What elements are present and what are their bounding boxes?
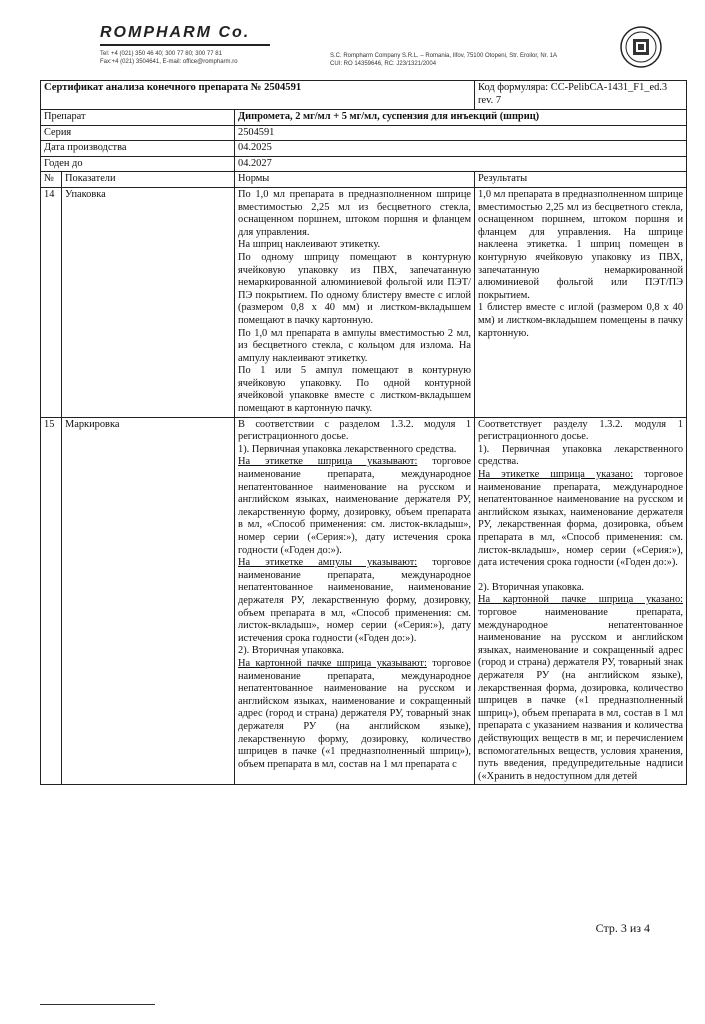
info-label: Препарат bbox=[41, 110, 235, 126]
certificate-table bbox=[40, 80, 687, 785]
company-logo: ROMPHARM Co. bbox=[100, 24, 251, 41]
company-line: S.C. Rompharm Company S.R.L. – Romania, Ilfov, 75100 Otopeni, Str. Eroilor, Nr. 1A bbox=[330, 53, 557, 59]
info-label: Дата производства bbox=[41, 141, 235, 157]
certificate-header-row bbox=[41, 81, 687, 110]
info-value: 2504591 bbox=[235, 125, 687, 141]
result-paragraph: 1 блистер вместе с иглой (размером 0,8 х 40 мм) и листком-вкладышем помещены в пачку картонную. bbox=[478, 302, 684, 339]
norm-ampoule-text: торговое наименование препарата, международное непатентованное наименование, наименование держателя РУ, лекарственную форму, дозировку, объем препарата в мл, «Способ применения: см. листок-вкладыш», номер серии («Серия:»), дату истечения срока годности («Годен до:»). bbox=[238, 557, 472, 644]
info-label: Серия bbox=[41, 125, 235, 141]
contact-info bbox=[100, 50, 238, 66]
footnote-divider bbox=[40, 1004, 155, 1005]
row-results bbox=[475, 417, 687, 785]
norm-secondary: 2). Вторичная упаковка. bbox=[238, 645, 345, 657]
logo-underline bbox=[100, 44, 270, 46]
result-box bbox=[478, 594, 683, 783]
info-row bbox=[41, 156, 687, 172]
form-code: Код формуляра: CC-PelibCA-1431_F1_ed.3 rev. 7 bbox=[475, 81, 687, 110]
row-indicator: Упаковка bbox=[62, 187, 235, 417]
norm-box-label: На картонной пачке шприца указывают: bbox=[238, 657, 427, 669]
page-number: Стр. 3 из 4 bbox=[595, 921, 650, 935]
info-row bbox=[41, 141, 687, 157]
norm-syringe bbox=[238, 456, 471, 557]
column-header-indicator: Показатели bbox=[62, 172, 235, 188]
row-number: 15 bbox=[41, 417, 62, 785]
info-value: Дипромета, 2 мг/мл + 5 мг/мл, суспензия для инъекций (шприц) bbox=[235, 110, 687, 126]
info-value: 04.2025 bbox=[235, 141, 687, 157]
letterhead bbox=[0, 0, 705, 80]
certification-seal-icon bbox=[620, 26, 662, 68]
norm-paragraph: По одному шприцу помещают в контурную ячейковую упаковку из ПВХ, запечатанную немаркированной алюминиевой фольгой или ПЭТ/ПЭ покрытием. По одному блистеру вместе с иглой (размером 0,8 х 40 мм) и листком-вкладышем помещают в пачку картонную. bbox=[238, 251, 472, 326]
norm-paragraph: По 1,0 мл препарата в ампулы вместимостью 2 мл, из бесцветного стекла, с кольцом для излома. На ампулу наклеивают этикетку. bbox=[238, 327, 472, 364]
info-value: 04.2027 bbox=[235, 156, 687, 172]
company-line: CUI: RO 14359646, RC: J23/1321/2004 bbox=[330, 61, 437, 67]
column-header-row bbox=[41, 172, 687, 188]
norm-box-text: торговое наименование препарата, международное непатентованное наименование на русском и английском языках, наименование и сокращенный адрес (город и страна) держателя РУ, товарный знак держателя РУ (на английском языке), лекарственную форму, дозировку, количество шприцев в пачке («1 предназполненный шприц»), объем препарата в мл, состав на 1 мл препарата с bbox=[238, 657, 472, 770]
certificate-title: Сертификат анализа конечного препарата № 2504591 bbox=[41, 81, 475, 110]
info-row bbox=[41, 125, 687, 141]
result-syringe bbox=[478, 469, 683, 570]
info-row bbox=[41, 110, 687, 126]
result-box-text: торговое наименование препарата, международное непатентованное наименование на русском и английском языках, наименование и сокращенный адрес (город и страна) держателя РУ, товарный знак держателя РУ (на английском языке), лекарственная форма, дозировка, количество шприцев в пачке («1 предназполненный шприц»), объем препарата в мл, состав в 1 мл препарата с указанием названия и количества действующих веществ в мг, и перечислением вспомогательных веществ, условия хранения, путь введения, предупредительные надписи («Хранить в недоступном для детей bbox=[478, 606, 684, 782]
column-header-norms: Нормы bbox=[235, 172, 475, 188]
result-secondary: 2). Вторичная упаковка. bbox=[478, 581, 585, 593]
table-row bbox=[41, 187, 687, 417]
column-header-results: Результаты bbox=[475, 172, 687, 188]
result-syringe-text: торговое наименование препарата, международное непатентованное наименование на русском и английском языках, наименование держателя РУ, лекарственная форма, дозировка, объем препарата в мл, «Способ применения: см. листок-вкладыш», номер серии («Серия:»), дата истечения срока годности («Годен до:»). bbox=[478, 469, 684, 569]
row-results bbox=[475, 187, 687, 417]
norm-intro: В соответствии с разделом 1.3.2. модуля 1 регистрационного досье. bbox=[238, 418, 472, 443]
contact-line: Tel: +4 (021) 350 46 40; 300 77 80; 300 77 81 bbox=[100, 51, 222, 57]
result-box-label: На картонной пачке шприца указано: bbox=[478, 594, 684, 606]
column-header-no: № bbox=[41, 172, 62, 188]
norm-ampoule-label: На этикетке ампулы указывают: bbox=[238, 557, 418, 569]
result-paragraph: 1,0 мл препарата в предназполненном шприце вместимостью 2,25 мл из бесцветного стекла, оснащенном поршнем, штоком поршня и фланцем для управления. На шприце наклеена этикетка. 1 шприц помещен в контурную ячейковую упаковку из ПВХ, запечатанную немаркированной алюминиевой фольгой или ПЭТ/ПЭ покрытием. bbox=[478, 188, 684, 301]
norm-syringe-text: торговое наименование препарата, международное непатентованное наименование на русском и английском языках, наименование держателя РУ, лекарственную форму, дозировку, объем препарата в мл, «Способ применения: см. листок-вкладыш», номер серии («Серия:»), дату истечения срока годности («Годен до:»). bbox=[238, 456, 472, 556]
row-number: 14 bbox=[41, 187, 62, 417]
company-info bbox=[330, 52, 557, 68]
result-intro: Соответствует разделу 1.3.2. модуля 1 регистрационного досье. bbox=[478, 418, 684, 443]
norm-paragraph: На шприц наклеивают этикетку. bbox=[238, 239, 381, 251]
norm-box bbox=[238, 658, 471, 771]
norm-paragraph: По 1 или 5 ампул помещают в контурную ячейковую упаковку. По одной контурной ячейковой упаковке вместе с листком-вкладышем помещают в картонную пачку. bbox=[238, 365, 472, 415]
contact-line: Fax:+4 (021) 3504641, E-mail: office@rompharm.ro bbox=[100, 59, 238, 65]
norm-ampoule bbox=[238, 557, 471, 645]
info-label: Годен до bbox=[41, 156, 235, 172]
norm-syringe-label: На этикетке шприца указывают: bbox=[238, 456, 418, 468]
result-syringe-label: На этикетке шприца указано: bbox=[478, 469, 634, 481]
row-norms bbox=[235, 417, 475, 785]
norm-primary: 1). Первичная упаковка лекарственного средства. bbox=[238, 443, 457, 455]
row-indicator: Маркировка bbox=[62, 417, 235, 785]
norm-paragraph: По 1,0 мл препарата в предназполненном шприце вместимостью 2,25 мл из бесцветного стекла, оснащенном поршнем, штоком поршня и фланцем для управления. bbox=[238, 188, 472, 238]
row-norms bbox=[235, 187, 475, 417]
table-row bbox=[41, 417, 687, 785]
result-primary: 1). Первичная упаковка лекарственного средства. bbox=[478, 443, 684, 468]
